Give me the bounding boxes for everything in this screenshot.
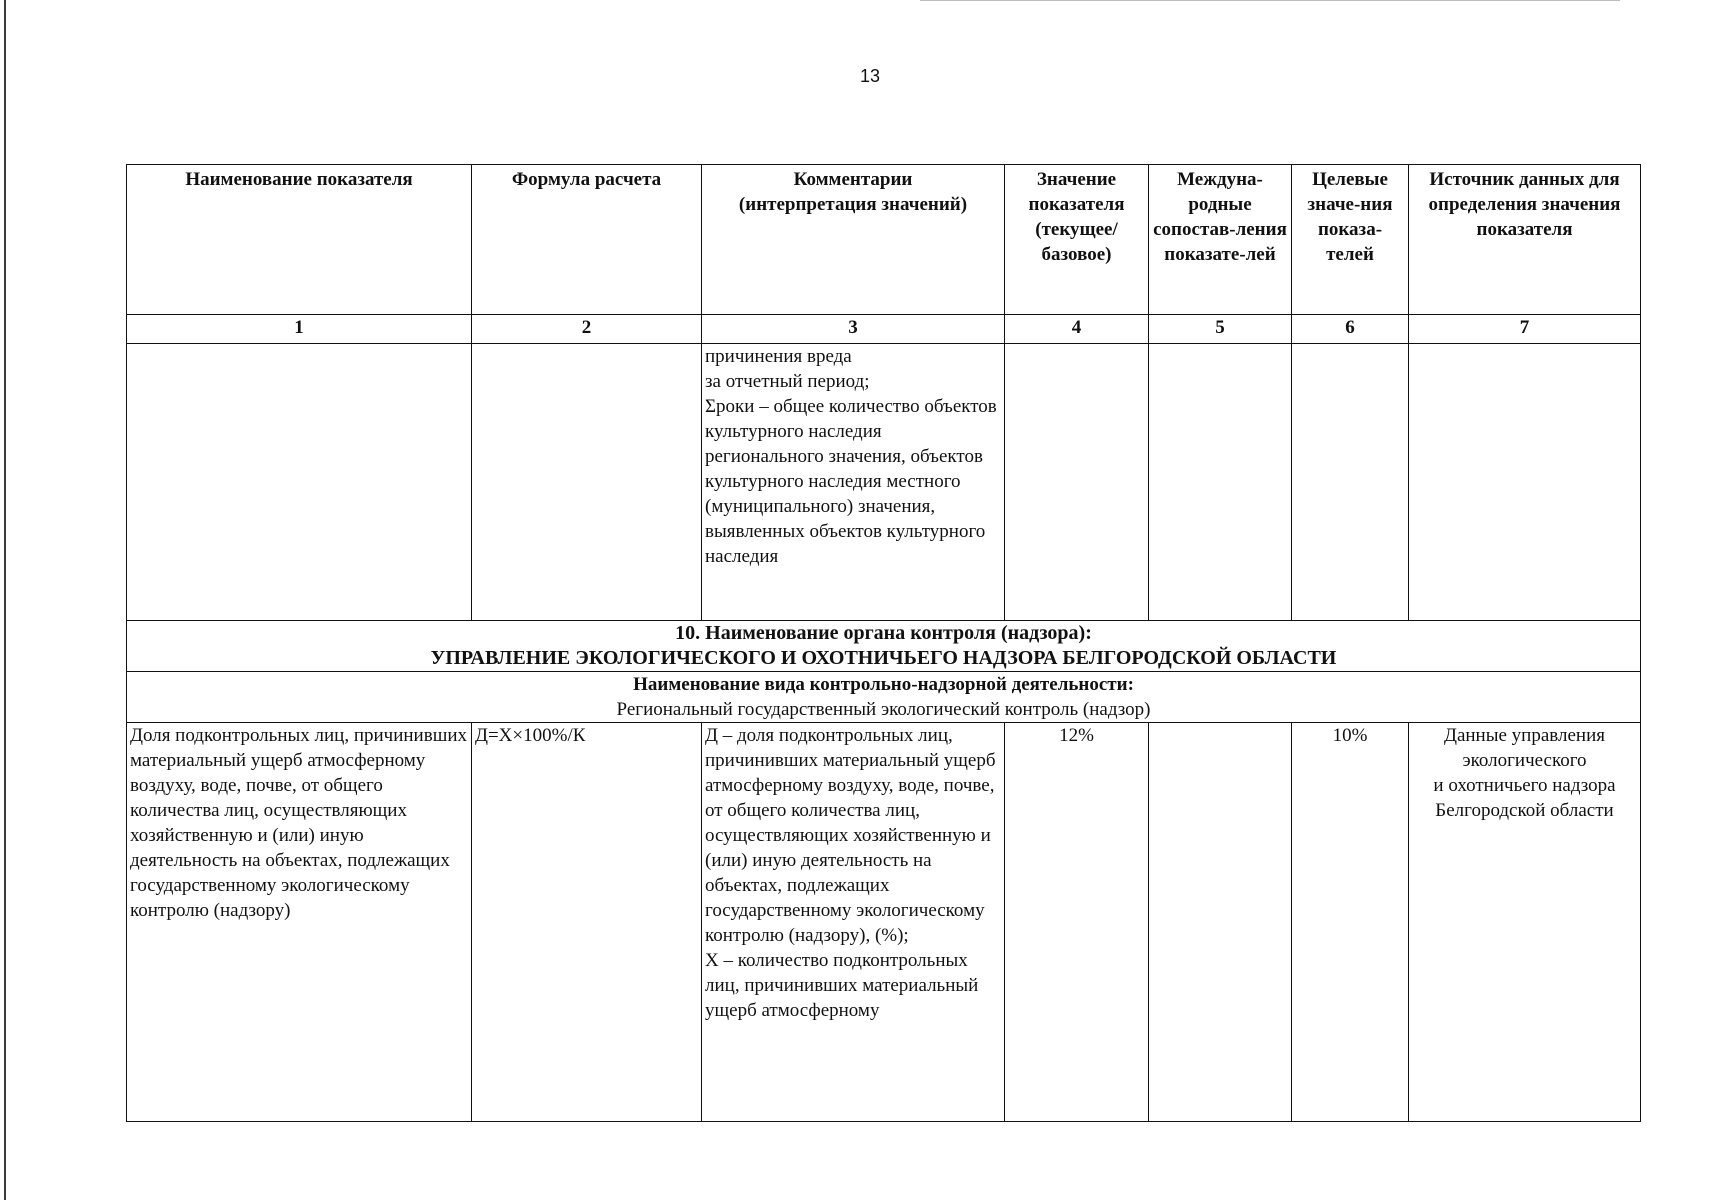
column-number: 5 — [1149, 315, 1292, 344]
column-number: 1 — [127, 315, 472, 344]
column-number: 6 — [1292, 315, 1409, 344]
column-number: 4 — [1005, 315, 1149, 344]
continuation-comment: причинения вреда за отчетный период; Σроки – общее количество объектов культурного наследия регионального значения, объектов культурного наследия местного (муниципального) значения, выявленных объектов культурного наследия — [702, 344, 1005, 621]
indicator-name: Доля подконтрольных лиц, причинивших материальный ущерб атмосферному воздуху, воде, почве, от общего количества лиц, осуществляющих хозяйственную и (или) иную деятельность на объектах, подлежащих государственному экологическому контролю (надзору) — [127, 723, 472, 1122]
header-international: Междуна-родные сопостав-ления показате-лей — [1149, 165, 1292, 315]
cell-empty — [1149, 344, 1292, 621]
indicator-international — [1149, 723, 1292, 1122]
kind-title: Наименование вида контрольно-надзорной деятельности: — [633, 674, 1134, 695]
header-comments: Комментарии (интерпретация значений) — [702, 165, 1005, 315]
cell-empty — [1005, 344, 1149, 621]
section-line-1: 10. Наименование органа контроля (надзора): — [675, 622, 1092, 644]
header-current-value: Значение показателя (текущее/ базовое) — [1005, 165, 1149, 315]
indicator-value: 12% — [1005, 723, 1149, 1122]
cell-empty — [472, 344, 702, 621]
section-row — [127, 621, 1641, 672]
cell-empty — [1409, 344, 1641, 621]
indicator-target: 10% — [1292, 723, 1409, 1122]
cell-empty — [127, 344, 472, 621]
header-target-values: Целевые значе-ния показа-телей — [1292, 165, 1409, 315]
table-row — [127, 723, 1641, 1122]
indicator-table — [126, 164, 1641, 1122]
indicator-comment: Д – доля подконтрольных лиц, причинивших материальный ущерб атмосферному воздуху, воде, почве, от общего количества лиц, осуществляющих хозяйственную и (или) иную деятельность на объектах, подлежащих государственному экологическому контролю (надзору), (%); Х – количество подконтрольных лиц, причинивших материальный ущерб атмосферному — [702, 723, 1005, 1122]
header-indicator-name: Наименование показателя — [127, 165, 472, 315]
scan-edge-left — [4, 0, 6, 1200]
header-formula: Формула расчета — [472, 165, 702, 315]
kind-name: Региональный государственный экологический контроль (надзор) — [616, 699, 1151, 720]
indicator-formula: Д=Х×100%/К — [472, 723, 702, 1122]
kind-row — [127, 672, 1641, 723]
column-number-row — [127, 315, 1641, 344]
section-line-2: УПРАВЛЕНИЕ ЭКОЛОГИЧЕСКОГО И ОХОТНИЧЬЕГО НАДЗОРА БЕЛГОРОДСКОЙ ОБЛАСТИ — [430, 647, 1337, 669]
section-title — [127, 621, 1641, 672]
kind-cell — [127, 672, 1641, 723]
cell-empty — [1292, 344, 1409, 621]
indicator-source: Данные управления экологического и охотничьего надзора Белгородской области — [1409, 723, 1641, 1122]
column-number: 3 — [702, 315, 1005, 344]
column-number: 2 — [472, 315, 702, 344]
column-number: 7 — [1409, 315, 1641, 344]
continuation-row — [127, 344, 1641, 621]
page-number: 13 — [859, 66, 881, 86]
header-row — [127, 165, 1641, 315]
header-data-source: Источник данных для определения значения показателя — [1409, 165, 1641, 315]
scan-edge-top — [920, 0, 1620, 1]
